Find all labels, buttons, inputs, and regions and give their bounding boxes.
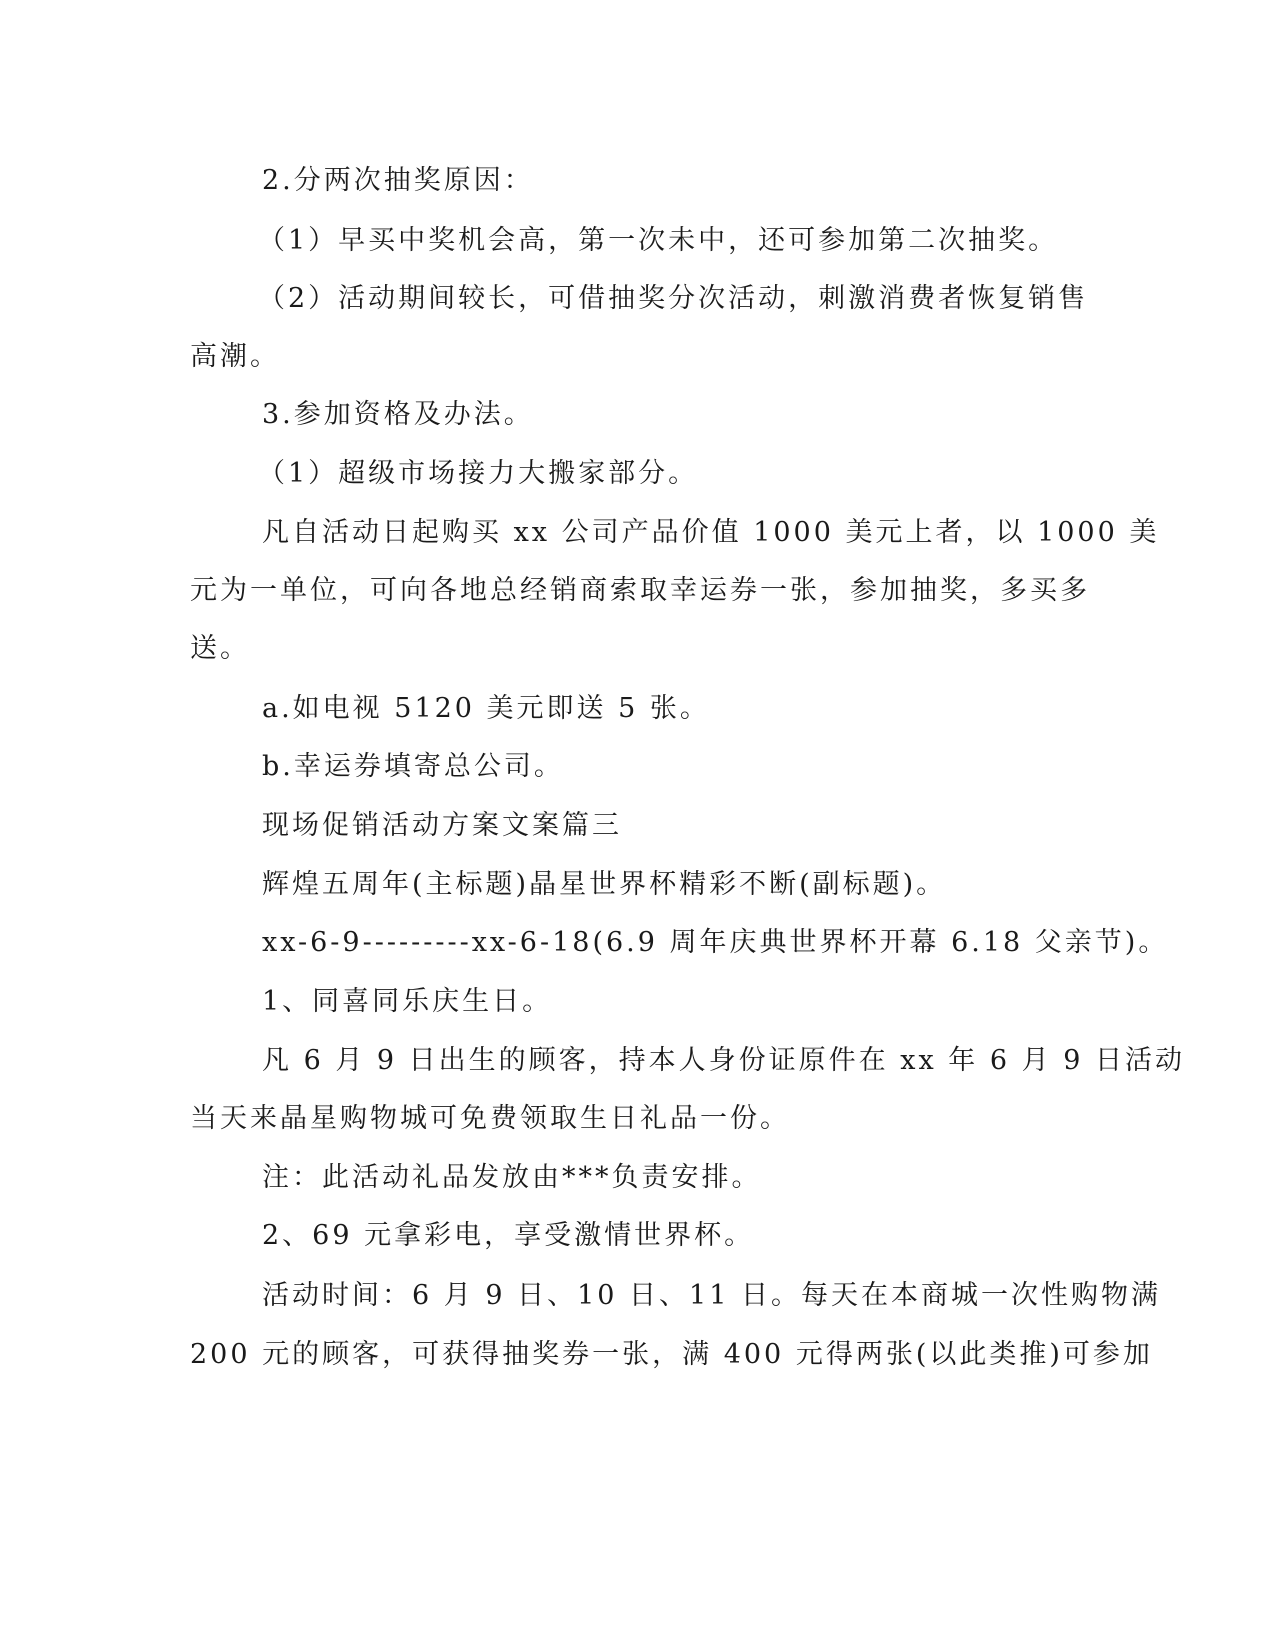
text-line: 1、同喜同乐庆生日。: [262, 986, 553, 1017]
text-line: 辉煌五周年(主标题)晶星世界杯精彩不断(副标题)。: [262, 869, 947, 900]
text-line: 元为一单位，可向各地总经销商索取幸运券一张，参加抽奖，多买多: [190, 575, 1090, 606]
text-line: 凡 6 月 9 日出生的顾客，持本人身份证原件在 xx 年 6 月 9 日活动: [262, 1045, 1185, 1076]
text-line: b.幸运券填寄总公司。: [262, 751, 564, 782]
text-line: （2）活动期间较长，可借抽奖分次活动，刺激消费者恢复销售: [258, 283, 1089, 314]
text-line: 2.分两次抽奖原因：: [262, 165, 534, 196]
text-line: 活动时间：6 月 9 日、10 日、11 日。每天在本商城一次性购物满: [262, 1280, 1161, 1311]
text-line: 注：此活动礼品发放由***负责安排。: [262, 1162, 762, 1193]
text-line: xx-6-9---------xx-6-18(6.9 周年庆典世界杯开幕 6.18 父亲节)。: [262, 927, 1169, 958]
text-line: a.如电视 5120 美元即送 5 张。: [262, 693, 710, 724]
text-line: 200 元的顾客，可获得抽奖券一张，满 400 元得两张(以此类推)可参加: [190, 1339, 1153, 1370]
text-line: 凡自活动日起购买 xx 公司产品价值 1000 美元上者，以 1000 美: [262, 517, 1160, 548]
text-line: 2、69 元拿彩电，享受激情世界杯。: [262, 1220, 755, 1251]
text-line: 高潮。: [190, 341, 280, 372]
text-line: （1）超级市场接力大搬家部分。: [258, 458, 699, 489]
text-line: 当天来晶星购物城可免费领取生日礼品一份。: [190, 1103, 790, 1134]
section-heading: 现场促销活动方案文案篇三: [262, 810, 622, 841]
text-line: （1）早买中奖机会高，第一次未中，还可参加第二次抽奖。: [258, 225, 1059, 256]
text-line: 3.参加资格及办法。: [262, 399, 534, 430]
text-line: 送。: [190, 633, 250, 664]
